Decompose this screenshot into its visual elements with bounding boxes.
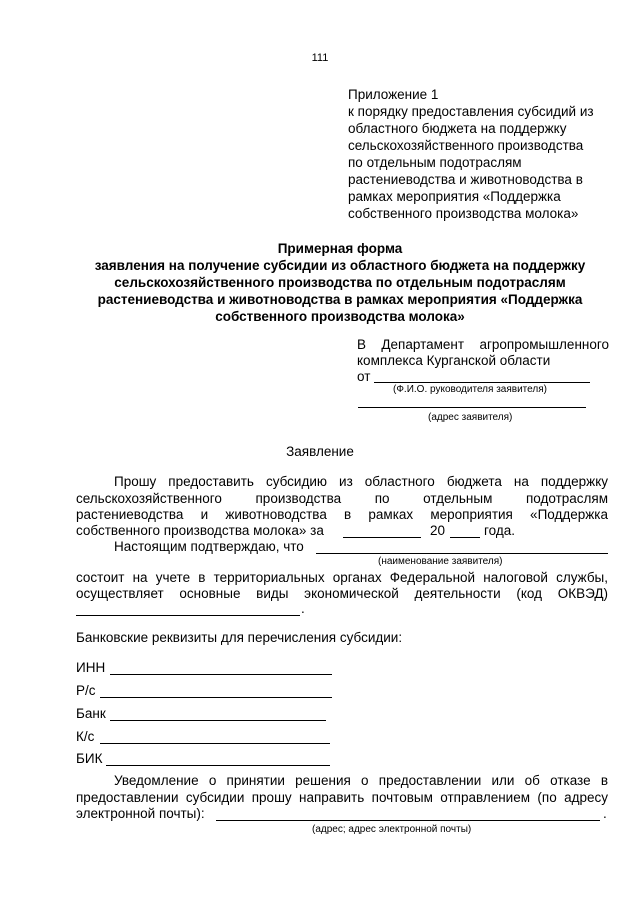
applicant-caption: (наименование заявителя) — [378, 556, 503, 567]
notice-end: . — [603, 806, 607, 821]
notice-address-field[interactable] — [216, 820, 600, 821]
inn-field[interactable] — [110, 674, 332, 675]
p1-line-1: Прошу предоставить субсидию из областного бюджета на поддержку — [114, 474, 608, 489]
recipient-line-2: комплекса Курганской области — [357, 353, 551, 368]
appendix-block — [348, 86, 594, 222]
bank-label: Банк — [76, 706, 106, 721]
form-heading — [60, 240, 620, 325]
heading-line: Примерная форма — [277, 241, 403, 256]
p3-line-2: осуществляет основные виды экономической деятельности (код ОКВЭД) — [76, 586, 608, 601]
applicant-name-field[interactable] — [316, 553, 608, 554]
bank-field[interactable] — [110, 720, 326, 721]
notice-line-3: электронной почты): — [76, 806, 205, 821]
recipient-line-1: В Департамент агропромышленного — [357, 337, 609, 352]
appendix-line: рамках мероприятия «Поддержка — [348, 189, 561, 204]
notice-caption: (адрес; адрес электронной почты) — [312, 824, 472, 835]
p3-end: . — [301, 601, 305, 616]
doc-title: Заявление — [286, 444, 354, 459]
appendix-title: Приложение 1 — [348, 87, 439, 102]
address-caption: (адрес заявителя) — [428, 412, 513, 423]
corr-account-label: К/с — [76, 729, 95, 744]
year-suffix: года. — [484, 523, 515, 538]
address-field[interactable] — [358, 407, 586, 408]
p1-line-2: сельскохозяйственного производства по отдельным подотраслям — [76, 491, 608, 506]
corr-account-field[interactable] — [100, 743, 330, 744]
appendix-line: областного бюджета на поддержку — [348, 121, 567, 136]
account-label: Р/с — [76, 683, 96, 698]
appendix-line: собственного производства молока» — [348, 206, 579, 221]
appendix-line: по отдельным подотраслям — [348, 155, 522, 170]
appendix-line: к порядку предоставления субсидий из — [348, 104, 594, 119]
heading-line: растениеводства и животноводства в рамках мероприятия «Поддержка — [97, 292, 583, 307]
heading-line: заявления на получение субсидии из областного бюджета на поддержку — [94, 258, 586, 273]
fio-field[interactable] — [374, 382, 590, 383]
p1-line-4: собственного производства молока» за — [76, 523, 324, 538]
bank-heading: Банковские реквизиты для перечисления субсидии: — [76, 630, 403, 645]
p3-line-1: состоит на учете в территориальных органах Федеральной налоговой службы, — [76, 570, 608, 585]
page-number: 111 — [311, 52, 329, 64]
inn-label: ИНН — [76, 660, 106, 675]
year-prefix: 20 — [430, 523, 446, 538]
year-field[interactable] — [450, 537, 480, 538]
period-field[interactable] — [343, 537, 421, 538]
bik-field[interactable] — [106, 765, 330, 766]
heading-line: сельскохозяйственного производства по отдельным подотраслям — [114, 275, 566, 290]
account-field[interactable] — [100, 697, 332, 698]
from-label: от — [357, 369, 371, 384]
notice-line-1: Уведомление о принятии решения о предоставлении или об отказе в — [114, 773, 608, 788]
notice-line-2: предоставлении субсидии прошу направить почтовым отправлением (по адресу — [76, 790, 608, 805]
appendix-line: растениеводства и животноводства в — [348, 172, 583, 187]
appendix-line: сельскохозяйственного производства — [348, 138, 584, 153]
fio-caption: (Ф.И.О. руководителя заявителя) — [393, 384, 547, 395]
okved-field[interactable] — [76, 615, 300, 616]
heading-line: собственного производства молока» — [215, 309, 465, 324]
p2-text: Настоящим подтверждаю, что — [114, 539, 304, 554]
bik-label: БИК — [76, 751, 103, 766]
p1-line-3: растениеводства и животноводства в рамках мероприятия «Поддержка — [76, 507, 608, 522]
